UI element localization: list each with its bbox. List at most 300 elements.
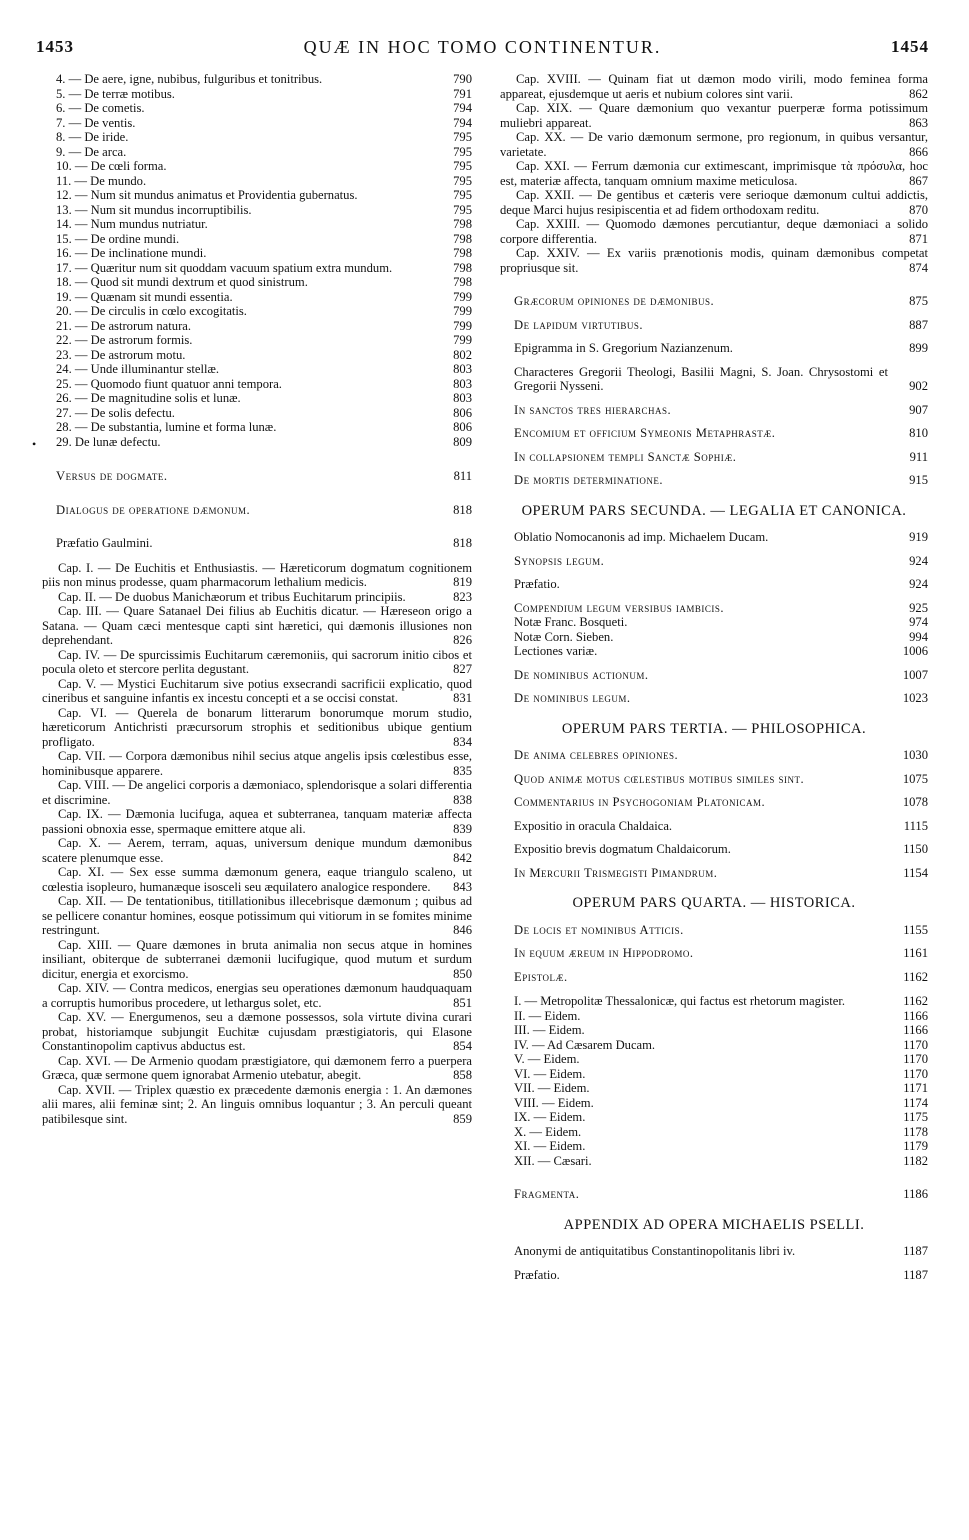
- right-column-number: 1454: [891, 37, 929, 56]
- entry-column-number: 870: [890, 203, 928, 218]
- entry-column-number: 851: [434, 996, 472, 1011]
- entry-title: Cap. XIX. — Quare dæmonium quo vexantur puerperæ forma potissimum muliebri appareat.: [500, 101, 928, 130]
- entry-title: In equum æreum in Hippodromo.: [514, 946, 694, 960]
- toc-entry: [42, 304, 472, 319]
- entry-column-number: 867: [890, 174, 928, 189]
- entry-column-number: 919: [906, 530, 928, 545]
- entry-column-number: 1150: [900, 842, 928, 857]
- chapter-entry: [42, 1010, 472, 1054]
- letter-entry: [500, 1110, 928, 1125]
- entry-title: Cap. V. — Mystici Euchitarum sive potius exsecrandi sacrificii explicatio, quod cineribus et sanguine infantis ex incestu concepti et a se occisi constat.: [42, 676, 472, 705]
- entry-title: Cap. VIII. — De angelici corporis a dæmoniaco, splendorisque a solari differentia et discrimine.: [42, 778, 472, 807]
- chapter-entry: [42, 677, 472, 706]
- toc-entry: [42, 290, 472, 305]
- section-entry: [500, 530, 928, 545]
- part-heading-historica: OPERUM PARS QUARTA. — HISTORICA.: [572, 895, 856, 911]
- entry-column-number: 925: [906, 601, 928, 616]
- entry-title: Notæ Corn. Sieben.: [514, 629, 614, 644]
- entry-column-number: 911: [907, 450, 928, 465]
- entry-title: Præfatio.: [514, 1267, 560, 1282]
- chapter-entry: [500, 188, 928, 217]
- entry-title: In collapsionem templi Sanctæ Sophiæ.: [514, 449, 737, 464]
- entry-column-number: 1166: [900, 1023, 928, 1038]
- entry-column-number: 819: [434, 575, 472, 590]
- entry-column-number: 834: [434, 735, 472, 750]
- spacer: [42, 449, 472, 463]
- entry-title: 23. — De astrorum motu.: [56, 347, 186, 362]
- chapter-entry: [42, 749, 472, 778]
- entry-title: De anima celebres opiniones.: [514, 748, 679, 762]
- section-entry: [500, 842, 928, 857]
- section-entry: [500, 772, 928, 787]
- entry-title: 21. — De astrorum natura.: [56, 318, 191, 333]
- left-column-number: 1453: [36, 37, 74, 56]
- entry-column-number: 1162: [900, 970, 928, 985]
- entry-title: De nominibus legum.: [514, 691, 631, 705]
- section-entry: [500, 748, 928, 763]
- entry-column-number: 1166: [900, 1009, 928, 1024]
- entry-column-number: 1170: [900, 1038, 928, 1053]
- entry-title: Synopsis legum.: [514, 553, 605, 568]
- entry-column-number: 1030: [900, 748, 928, 763]
- entry-column-number: 803: [450, 377, 472, 392]
- toc-entry: [42, 159, 472, 174]
- entry-column-number: 794: [450, 101, 472, 116]
- entry-column-number: 823: [434, 590, 472, 605]
- section-entry: [500, 341, 928, 356]
- section-entry: [500, 426, 928, 441]
- chapter-entry: [42, 590, 472, 605]
- part-heading-philosophica: OPERUM PARS TERTIA. — PHILOSOPHICA.: [561, 720, 867, 737]
- entry-column-number: 835: [434, 764, 472, 779]
- toc-entry: [42, 391, 472, 406]
- section-entry: [500, 473, 928, 488]
- chapter-entry: [42, 706, 472, 750]
- entry-column-number: 799: [450, 333, 472, 348]
- entry-column-number: 1170: [900, 1067, 928, 1082]
- entry-column-number: 795: [450, 159, 472, 174]
- section-entry: [500, 819, 928, 834]
- chapter-entry: [42, 865, 472, 894]
- chapter-entry: [42, 561, 472, 590]
- entry-title: Cap. IX. — Dæmonia lucifuga, aquea et subterranea, tanquam materiæ affecta passioni obnoxia esse, spermaque emittere atque ali.: [42, 807, 472, 836]
- toc-entry: [42, 130, 472, 145]
- letter-entry: [500, 1067, 928, 1082]
- toc-entry: [42, 435, 472, 450]
- entry-column-number: 818: [450, 536, 472, 551]
- entry-title: Encomium et officium Symeonis Metaphrastæ.: [514, 426, 776, 440]
- entry-title: 11. — De mundo.: [56, 173, 147, 188]
- entry-column-number: 794: [450, 116, 472, 131]
- entry-title: De mortis determinatione.: [514, 473, 663, 487]
- entry-column-number: 1075: [900, 772, 928, 787]
- toc-entry: [42, 319, 472, 334]
- section-entry: [500, 1244, 928, 1259]
- entry-column-number: 1179: [900, 1139, 928, 1154]
- toc-entry: [42, 188, 472, 203]
- entry-title: 22. — De astrorum formis.: [56, 333, 193, 347]
- entry-title: Cap. IV. — De spurcissimis Euchitarum cæremoniis, qui sacrorum initio cibos et pocula oleto et stercore perlita degustant.: [42, 647, 472, 676]
- entry-title: Præfatio Gaulmini.: [56, 536, 153, 550]
- entry-column-number: 924: [906, 577, 928, 592]
- entry-title: 18. — Quod sit mundi dextrum et quod sinistrum.: [56, 275, 308, 289]
- entry-column-number: 1078: [900, 795, 928, 810]
- section-entry: [500, 294, 928, 309]
- entry-column-number: 859: [434, 1112, 472, 1127]
- entry-title: Oblatio Nomocanonis ad imp. Michaelem Ducam.: [514, 530, 769, 544]
- entry-title: Cap. VII. — Corpora dæmonibus nihil secius atque angelis ipsis cœlestibus esse, hominibusque apparere.: [42, 749, 472, 778]
- letter-entry: [500, 1096, 928, 1111]
- entry-title: IV. — Ad Cæsarem Ducam.: [514, 1037, 656, 1052]
- entry-title: VII. — Eidem.: [514, 1081, 590, 1095]
- entry-title: 5. — De terræ motibus.: [56, 86, 175, 101]
- entry-title: Commentarius in Psychogoniam Platonicam.: [514, 795, 766, 809]
- entry-column-number: 1155: [900, 923, 928, 938]
- section-entry: [500, 403, 928, 418]
- entry-column-number: 1182: [900, 1154, 928, 1169]
- spacer: [42, 517, 472, 527]
- entry-title: Cap. II. — De duobus Manichæorum et tribus Euchitarum principiis.: [58, 589, 406, 604]
- entry-column-number: 831: [434, 691, 472, 706]
- letter-entry: [500, 994, 928, 1009]
- entry-column-number: 1162: [900, 994, 928, 1009]
- chapter-entry: [42, 604, 472, 648]
- entry-title: Cap. XX. — De vario dæmonum sermone, pro regionum, in quibus versantur, varietate.: [500, 130, 928, 159]
- entry-title: Cap. XVIII. — Quinam fiat ut dæmon modo virili, modo feminea forma appareat, ejusdemque ut aeris et nubium colores sint varii.: [500, 72, 928, 101]
- entry-column-number: 799: [450, 304, 472, 319]
- chapter-entry: [500, 101, 928, 130]
- entry-column-number: 1174: [900, 1096, 928, 1111]
- section-entry: [500, 365, 928, 394]
- chapter-entry: [42, 1054, 472, 1083]
- section-entry: [500, 923, 928, 938]
- toc-entry: [42, 406, 472, 421]
- entry-title: XII. — Cæsari.: [514, 1153, 592, 1168]
- chapter-entry: [500, 72, 928, 101]
- section-entry: [500, 630, 928, 645]
- spacer: [500, 275, 928, 285]
- letter-entry: [500, 1038, 928, 1053]
- right-column: [500, 72, 928, 1282]
- entry-title: Cap. III. — Quare Satanael Dei filius ab Euchitis dicatur. — Hæreseon origo a Satana. — Quam cæci mentesque capti sint hæretici, qui dæmonis illusiones non deprehendant.: [42, 604, 472, 647]
- entry-column-number: 795: [450, 174, 472, 189]
- entry-column-number: 854: [434, 1039, 472, 1054]
- entry-title: Versus de dogmate.: [56, 469, 168, 483]
- entry-title: 24. — Unde illuminantur stellæ.: [56, 362, 220, 376]
- entry-title: XI. — Eidem.: [514, 1139, 586, 1153]
- letter-entry: [500, 1009, 928, 1024]
- entry-title: Dialogus de operatione dæmonum.: [56, 502, 251, 517]
- toc-entry: [42, 72, 472, 87]
- toc-entry: [42, 246, 472, 261]
- entry-title: 17. — Quæritur num sit quoddam vacuum spatium extra mundum.: [56, 260, 393, 275]
- entry-column-number: 994: [906, 630, 928, 645]
- entry-title: II. — Eidem.: [514, 1008, 581, 1023]
- toc-entry: [42, 348, 472, 363]
- entry-column-number: 799: [450, 319, 472, 334]
- chapter-entry: [500, 130, 928, 159]
- entry-column-number: 1171: [900, 1081, 928, 1096]
- section-entry: [500, 946, 928, 961]
- entry-column-number: 838: [434, 793, 472, 808]
- entry-column-number: 803: [450, 391, 472, 406]
- entry-title: Cap. XII. — De tentationibus, titillationibus illecebrisque dæmonum ; quibus ad se pellicere conantur homines, eosque potissimum qui vitiorum in se fomites minime restringunt.: [42, 894, 472, 937]
- section-entry: [500, 644, 928, 659]
- entry-column-number: 827: [434, 662, 472, 677]
- entry-title: V. — Eidem.: [514, 1052, 580, 1066]
- toc-entry: [42, 116, 472, 131]
- entry-title: Expositio in oracula Chaldaica.: [514, 818, 673, 833]
- left-column: [42, 72, 472, 1126]
- section-entry: [42, 536, 472, 551]
- entry-title: Cap. X. — Aerem, terram, aquas, universum denique mundum dæmonibus scatere plenumque esse.: [42, 836, 472, 865]
- chapter-entry: [42, 778, 472, 807]
- entry-title: Cap. XI. — Sex esse summa dæmonum genera, eaque triangulo scaleno, ut cœlestia isopleuro, humanæque isosceli seu æquilatero analogice respondere.: [42, 865, 472, 894]
- entry-title: Cap. XXIII. — Quomodo dæmones percutiantur, deque dæmoniaci a solido corpore differentia.: [500, 217, 928, 246]
- entry-column-number: 1161: [900, 946, 928, 961]
- entry-title: I. — Metropolitæ Thessalonicæ, qui factus est rhetorum magister.: [514, 994, 845, 1008]
- entry-title: 9. — De arca.: [56, 144, 127, 159]
- entry-title: Præfatio.: [514, 577, 560, 591]
- entry-title: Cap. XXIV. — Ex variis prænotionis modis, quinam dæmonibus competat propriusque sit.: [500, 246, 928, 275]
- section-entry: [500, 577, 928, 592]
- entry-title: De nominibus actionum.: [514, 667, 649, 682]
- toc-entry: [42, 420, 472, 435]
- entry-column-number: 803: [450, 362, 472, 377]
- entry-title: Expositio brevis dogmatum Chaldaicorum.: [514, 842, 731, 856]
- entry-column-number: 974: [906, 615, 928, 630]
- entry-column-number: 811: [451, 469, 472, 484]
- entry-title: Epistolæ.: [514, 969, 568, 984]
- entry-title: 6. — De cometis.: [56, 101, 145, 115]
- letter-entry: [500, 1125, 928, 1140]
- entry-title: 14. — Num mundus nutriatur.: [56, 217, 208, 231]
- toc-entry: [42, 232, 472, 247]
- entry-title: 28. — De substantia, lumine et forma lunæ.: [56, 420, 277, 434]
- letter-entry: [500, 1139, 928, 1154]
- entry-title: Cap. VI. — Querela de bonarum litterarum bonorumque morum studio, hæreticorum Antichristi præcursorum strophis et seditionibus ubique gentium profligato.: [42, 705, 472, 749]
- entry-title: Cap. XXII. — De gentibus et cæteris vere serioque dæmonum cultui addictis, deque Marci hujus resipiscentia et ad fidem orthodoxam reditu.: [500, 188, 928, 217]
- entry-column-number: 1007: [900, 668, 928, 683]
- letter-entry: [500, 1052, 928, 1067]
- entry-column-number: 795: [450, 188, 472, 203]
- section-entry: [42, 503, 472, 518]
- entry-column-number: 875: [906, 294, 928, 309]
- chapter-entry: [42, 807, 472, 836]
- entry-column-number: 798: [450, 232, 472, 247]
- entry-column-number: 795: [450, 203, 472, 218]
- entry-title: 12. — Num sit mundus animatus et Providentia gubernatus.: [56, 188, 358, 202]
- entry-column-number: 802: [450, 348, 472, 363]
- entry-column-number: 1006: [900, 644, 928, 659]
- entry-column-number: 795: [450, 145, 472, 160]
- entry-column-number: 795: [450, 130, 472, 145]
- entry-column-number: 858: [434, 1068, 472, 1083]
- entry-column-number: 1115: [901, 819, 928, 834]
- entry-title: Lectiones variæ.: [514, 644, 598, 658]
- entry-column-number: 1170: [900, 1052, 928, 1067]
- toc-entry: [42, 87, 472, 102]
- entry-title: 4. — De aere, igne, nubibus, fulguribus et tonitribus.: [56, 72, 323, 86]
- entry-title: De locis et nominibus Atticis.: [514, 922, 684, 937]
- chapter-entry: [42, 1083, 472, 1127]
- toc-entry: [42, 174, 472, 189]
- entry-title: Quod animæ motus cœlestibus motibus similes sint.: [514, 771, 805, 786]
- entry-title: IX. — Eidem.: [514, 1110, 586, 1124]
- chapter-entry: [500, 217, 928, 246]
- chapter-entry: [42, 648, 472, 677]
- toc-entry: [42, 362, 472, 377]
- entry-column-number: 902: [906, 379, 928, 394]
- part-heading-legalia: OPERUM PARS SECUNDA. — LEGALIA ET CANONICA.: [521, 502, 907, 519]
- entry-title: VI. — Eidem.: [514, 1066, 586, 1081]
- entry-title: VIII. — Eidem.: [514, 1095, 594, 1110]
- entry-column-number: 1178: [900, 1125, 928, 1140]
- chapter-entry: [500, 246, 928, 275]
- entry-title: 29. De lunæ defectu.: [56, 434, 161, 449]
- toc-entry: [42, 145, 472, 160]
- letter-entry: [500, 1023, 928, 1038]
- entry-title: Anonymi de antiquitatibus Constantinopolitanis libri iv.: [514, 1244, 796, 1258]
- spacer: [42, 551, 472, 561]
- running-header: [36, 34, 929, 60]
- entry-title: 27. — De solis defectu.: [56, 405, 175, 420]
- entry-title: Cap. XVII. — Triplex quæstio ex præcedente dæmonis energia : 1. An dæmones alii mares, alii feminæ sint; 2. An linguis omnibus loquantur ; 3. An perculi queant patibilesque sint.: [42, 1082, 472, 1126]
- entry-title: Characteres Gregorii Theologi, Basilii Magni, S. Joan. Chrysostomi et Gregorii Nysseni.: [514, 364, 888, 393]
- entry-title: 25. — Quomodo fiunt quatuor anni tempora.: [56, 376, 282, 391]
- entry-column-number: 846: [434, 923, 472, 938]
- entry-column-number: 899: [906, 341, 928, 356]
- entry-title: 19. — Quænam sit mundi essentia.: [56, 289, 233, 304]
- entry-title: Notæ Franc. Bosqueti.: [514, 615, 628, 629]
- section-entry: [500, 1187, 928, 1202]
- entry-column-number: 809: [450, 435, 472, 450]
- entry-column-number: 826: [434, 633, 472, 648]
- toc-entry: [42, 333, 472, 348]
- section-entry: [500, 1268, 928, 1283]
- entry-column-number: 806: [450, 420, 472, 435]
- toc-entry: [42, 217, 472, 232]
- entry-column-number: 1175: [900, 1110, 928, 1125]
- entry-column-number: 863: [890, 116, 928, 131]
- entry-column-number: 874: [890, 261, 928, 276]
- toc-entry: [42, 377, 472, 392]
- entry-title: Cap. XIV. — Contra medicos, energias seu operationes dæmonum haudquaquam a corruptis humoribus procedere, ut lethargus solet, etc.: [42, 981, 472, 1010]
- entry-title: 8. — De iride.: [56, 130, 129, 144]
- section-entry: [500, 318, 928, 333]
- entry-column-number: 924: [906, 554, 928, 569]
- entry-column-number: 862: [890, 87, 928, 102]
- entry-title: 26. — De magnitudine solis et lunæ.: [56, 391, 241, 405]
- toc-entry: [42, 261, 472, 276]
- entry-title: 10. — De cœli forma.: [56, 159, 167, 173]
- chapter-entry: [42, 938, 472, 982]
- entry-column-number: 1187: [900, 1244, 928, 1259]
- entry-column-number: 1186: [900, 1187, 928, 1202]
- letter-entry: [500, 1154, 928, 1169]
- section-entry: [500, 615, 928, 630]
- entry-column-number: 839: [434, 822, 472, 837]
- entry-title: X. — Eidem.: [514, 1124, 582, 1139]
- entry-title: Cap. XV. — Energumenos, seu a dæmone possessos, sola virtute divina curari probat, historiamque subjungit Euchitæ cujusdam præstigiatoris, qui Elasone Constantinopolim captivus abductus est.: [42, 1010, 472, 1053]
- entry-column-number: 866: [890, 145, 928, 160]
- section-entry: [500, 795, 928, 810]
- entry-title: Græcorum opiniones de dæmonibus.: [514, 294, 715, 308]
- spacer: [42, 484, 472, 494]
- section-entry: [500, 866, 928, 881]
- entry-column-number: 843: [434, 880, 472, 895]
- entry-title: 16. — De inclinatione mundi.: [56, 246, 207, 260]
- section-entry: [500, 601, 928, 616]
- chapter-entry: [42, 836, 472, 865]
- entry-column-number: 850: [434, 967, 472, 982]
- entry-column-number: 810: [906, 426, 928, 441]
- entry-column-number: 806: [450, 406, 472, 421]
- appendix-heading: APPENDIX AD OPERA MICHAELIS PSELLI.: [563, 1216, 865, 1233]
- chapter-entry: [42, 894, 472, 938]
- entry-column-number: 798: [450, 261, 472, 276]
- entry-title: 13. — Num sit mundus incorruptibilis.: [56, 202, 252, 217]
- entry-title: Cap. XVI. — De Armenio quodam præstigiatore, qui dæmonem ferro a puerpera Græca, quæ sermone quem ignorabat Armenio utebatur, abegit.: [42, 1053, 472, 1082]
- entry-title: Epigramma in S. Gregorium Nazianzenum.: [514, 341, 733, 355]
- entry-column-number: 871: [890, 232, 928, 247]
- section-entry: [500, 691, 928, 706]
- entry-title: 20. — De circulis in cœlo excogitatis.: [56, 304, 247, 318]
- entry-column-number: 887: [906, 318, 928, 333]
- toc-entry: [42, 275, 472, 290]
- entry-column-number: 791: [450, 87, 472, 102]
- entry-title: 15. — De ordine mundi.: [56, 231, 180, 246]
- entry-title: In sanctos tres hierarchas.: [514, 402, 672, 417]
- spacer: [500, 1168, 928, 1178]
- section-entry: [500, 450, 928, 465]
- section-entry: [500, 668, 928, 683]
- entry-title: In Mercurii Trismegisti Pimandrum.: [514, 865, 718, 880]
- entry-title: Cap. I. — De Euchitis et Enthusiastis. — Hæreticorum dogmatum cognitionem piis non minus prodesse, quam pharmacorum lethalium medicis.: [42, 560, 472, 589]
- entry-column-number: 1187: [900, 1268, 928, 1283]
- toc-entry: [42, 203, 472, 218]
- chapter-entry: [500, 159, 928, 188]
- entry-column-number: 1023: [900, 691, 928, 706]
- entry-column-number: 798: [450, 217, 472, 232]
- entry-title: III. — Eidem.: [514, 1023, 585, 1037]
- entry-column-number: 915: [906, 473, 928, 488]
- entry-title: De lapidum virtutibus.: [514, 317, 643, 332]
- entry-title: 7. — De ventis.: [56, 115, 136, 130]
- entry-column-number: 798: [450, 275, 472, 290]
- section-entry: [500, 970, 928, 985]
- entry-column-number: 798: [450, 246, 472, 261]
- entry-title: Cap. XIII. — Quare dæmones in bruta animalia non secus atque in homines insiliant, obiterque de subterranei dæmonii lucifugique, quod mutum et surdum dicitur, energia et exorcismo.: [42, 937, 472, 981]
- letter-entry: [500, 1081, 928, 1096]
- entry-title: Cap. XXI. — Ferrum dæmonia cur extimescant, imprimisque τὰ πρόσυλα, hoc est, materiæ affecta, tanquam omnium maxime meticulosa.: [500, 159, 928, 188]
- entry-column-number: 790: [450, 72, 472, 87]
- entry-column-number: 1154: [900, 866, 928, 881]
- section-entry: [42, 469, 472, 484]
- toc-entry: [42, 101, 472, 116]
- entry-title: Fragmenta.: [514, 1187, 580, 1201]
- section-entry: [500, 554, 928, 569]
- entry-column-number: 799: [450, 290, 472, 305]
- entry-column-number: 907: [906, 403, 928, 418]
- chapter-entry: [42, 981, 472, 1010]
- entry-column-number: 818: [450, 503, 472, 518]
- entry-column-number: 842: [434, 851, 472, 866]
- spacer: [500, 984, 928, 994]
- running-title: QUÆ IN HOC TOMO CONTINENTUR.: [303, 36, 662, 57]
- entry-title: Compendium legum versibus iambicis.: [514, 600, 725, 615]
- margin-marker: •: [32, 437, 37, 451]
